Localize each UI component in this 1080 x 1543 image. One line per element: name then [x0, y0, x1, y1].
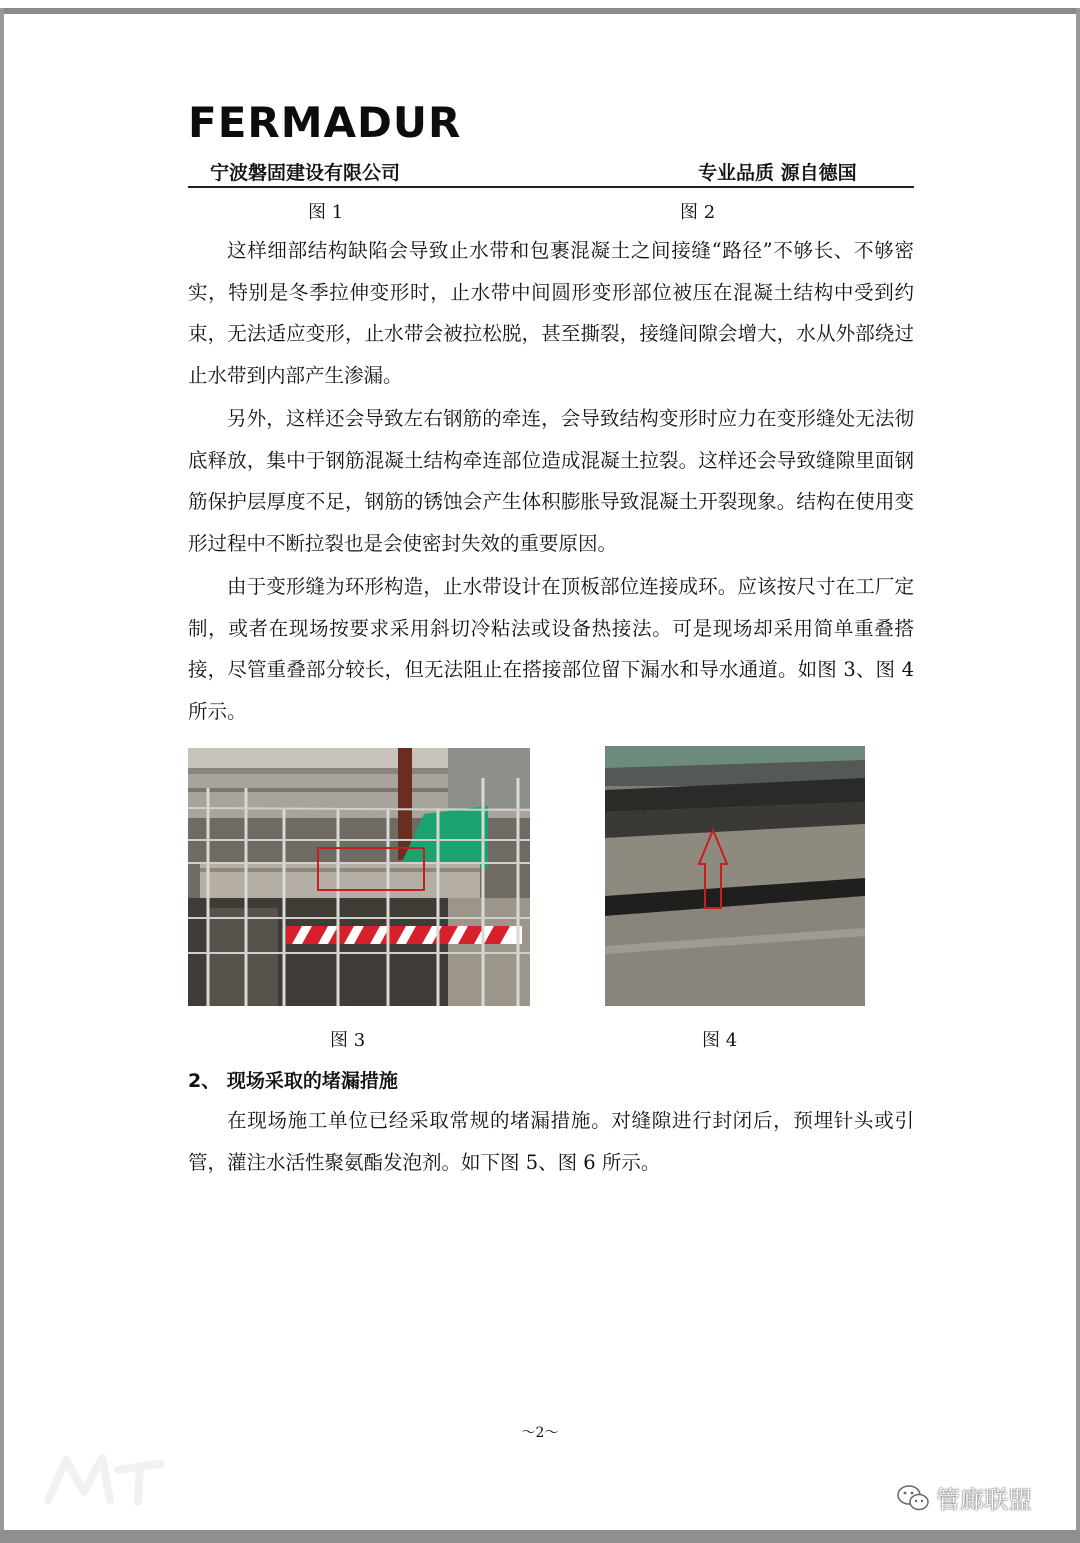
caption-figure-4: 图 4 [702, 1030, 738, 1051]
wechat-watermark [896, 1480, 1032, 1515]
company-name: 宁波磐固建设有限公司 [210, 162, 401, 184]
page-border-bottom [0, 1530, 1080, 1543]
caption-figure-3: 图 3 [330, 1030, 366, 1051]
photo-figure-4 [605, 746, 865, 1006]
paragraph-2: 另外，这样还会导致左右钢筋的牵连，会导致结构变形时应力在变形缝处无法彻底释放，集中于钢筋混凝土结构牵连部位造成混凝土拉裂。这样还会导致缝隙里面钢筋保护层厚度不足，钢筋的锈蚀会产生体积膨胀导致混凝土开裂现象。结构在使用变形过程中不断拉裂也是会使密封失效的重要原因。 [188, 407, 914, 555]
caption-figure-2: 图 2 [680, 202, 716, 223]
scaffolding-photo-image [188, 748, 530, 1006]
page-border-left [0, 8, 4, 1538]
concrete-joint-photo-image [605, 746, 865, 1006]
page-border-top [0, 8, 1080, 14]
faint-logo-mark [40, 1440, 170, 1514]
section-heading: 2、 现场采取的堵漏措施 [188, 1070, 398, 1092]
brand-logo-text: FERMADUR [188, 98, 462, 147]
paragraph-3: 由于变形缝为环形构造，止水带设计在顶板部位连接成环。应该按尺寸在工厂定制，或者在现场按要求采用斜切冷粘法或设备热接法。可是现场却采用简单重叠搭接，尽管重叠部分较长，但无法阻止在搭接部位留下漏水和导水通道。如图 3、图 4 所示。 [188, 575, 914, 723]
section-paragraph: 在现场施工单位已经采取常规的堵漏措施。对缝隙进行封闭后，预埋针头或引管，灌注水活性聚氨酯发泡剂。如下图 5、图 6 所示。 [188, 1109, 914, 1174]
page-top-margin [0, 0, 1080, 8]
company-slogan: 专业品质 源自德国 [698, 162, 857, 184]
wechat-icon [896, 1483, 930, 1513]
caption-figure-1: 图 1 [308, 202, 344, 223]
wechat-account-name: 管廊联盟 [936, 1486, 1032, 1514]
page-border-right [1076, 8, 1080, 1538]
photo-figure-3 [188, 748, 530, 1006]
paragraph-1: 这样细部结构缺陷会导致止水带和包裹混凝土之间接缝“路径”不够长、不够密实，特别是冬季拉伸变形时，止水带中间圆形变形部位被压在混凝土结构中受到约束，无法适应变形，止水带会被拉松脱，甚至撕裂，接缝间隙会增大，水从外部绕过止水带到内部产生渗漏。 [188, 239, 914, 387]
page-number: ～2～ [521, 1425, 559, 1441]
logo-mark-icon [40, 1440, 170, 1510]
header-rule [188, 186, 914, 188]
